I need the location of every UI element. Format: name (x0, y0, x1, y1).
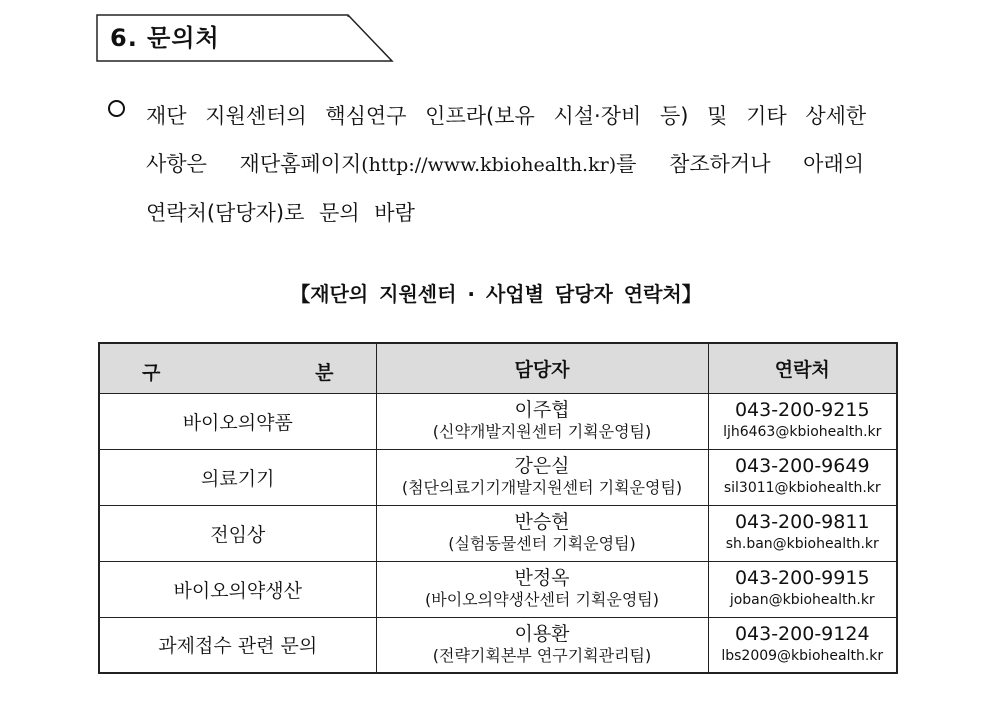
row-category: 과제접수 관련 문의 (99, 617, 376, 673)
table-caption: 【재단의 지원센터 · 사업별 담당자 연락처】 (290, 282, 702, 306)
paragraph-line-1: 재단 지원센터의 핵심연구 인프라(보유 시설·장비 등) 및 기타 상세한 (146, 104, 867, 128)
row-person-cell (376, 449, 708, 505)
row-person-team: (첨단의료기기개발지원센터 기획운영팀) (401, 478, 683, 497)
paragraph-line-2-pre: 사항은 재단홈페이지 (146, 152, 362, 176)
row-person-team: (신약개발지원센터 기획운영팀) (432, 422, 652, 441)
table-header-row (99, 343, 897, 393)
table-row (99, 393, 897, 449)
row-person-name: 반승현 (514, 511, 570, 533)
row-email: sil3011@kbiohealth.kr (723, 480, 881, 496)
paragraph-line-3: 연락처(담당자)로 문의 바람 (146, 201, 415, 225)
row-contact-cell (708, 561, 897, 617)
bullet-circle-icon (108, 100, 125, 117)
row-person-cell (376, 561, 708, 617)
row-email: joban@kbiohealth.kr (729, 592, 875, 608)
header-contact-person: 담당자 (376, 343, 708, 393)
row-email: lbs2009@kbiohealth.kr (721, 647, 884, 664)
row-person-team: (전략기획본부 연구기획관리팀) (432, 645, 652, 665)
row-email: sh.ban@kbiohealth.kr (725, 536, 879, 552)
row-person-name: 강은실 (514, 455, 570, 477)
table-row (99, 449, 897, 505)
contacts-table (98, 342, 898, 674)
row-person-team: (실험동물센터 기획운영팀) (448, 534, 636, 553)
row-phone: 043-200-9811 (734, 511, 870, 533)
row-person-team: (바이오의약생산센터 기획운영팀) (425, 590, 659, 609)
row-contact-cell (708, 449, 897, 505)
row-contact-cell (708, 505, 897, 561)
row-person-name: 이주협 (514, 399, 570, 421)
table-row (99, 505, 897, 561)
homepage-url: (http://www.kbiohealth.kr) (361, 154, 617, 176)
row-phone: 043-200-9124 (734, 622, 870, 645)
section-heading (96, 14, 394, 62)
row-person-cell (376, 505, 708, 561)
table-row (99, 617, 897, 673)
row-category: 의료기기 (99, 449, 376, 505)
row-phone: 043-200-9649 (734, 455, 870, 477)
header-category-a: 구 (142, 362, 161, 384)
row-email: ljh6463@kbiohealth.kr (723, 424, 882, 440)
header-category (99, 343, 376, 393)
row-person-cell (376, 393, 708, 449)
row-person-name: 이용환 (514, 622, 570, 645)
header-category-b: 분 (315, 362, 334, 384)
row-person-cell (376, 617, 708, 673)
row-person-name: 반정옥 (514, 567, 570, 589)
paragraph-line-2-post: 를 참조하거나 아래의 (616, 152, 865, 176)
row-phone: 043-200-9915 (734, 567, 870, 589)
section-title: 6. 문의처 (110, 24, 220, 52)
row-contact-cell (708, 393, 897, 449)
row-contact-cell (708, 617, 897, 673)
row-category: 바이오의약품 (99, 393, 376, 449)
row-category: 바이오의약생산 (99, 561, 376, 617)
header-contact: 연락처 (708, 343, 897, 393)
row-phone: 043-200-9215 (734, 399, 870, 421)
paragraph-line-2 (146, 140, 906, 189)
row-category: 전임상 (99, 505, 376, 561)
table-row (99, 561, 897, 617)
